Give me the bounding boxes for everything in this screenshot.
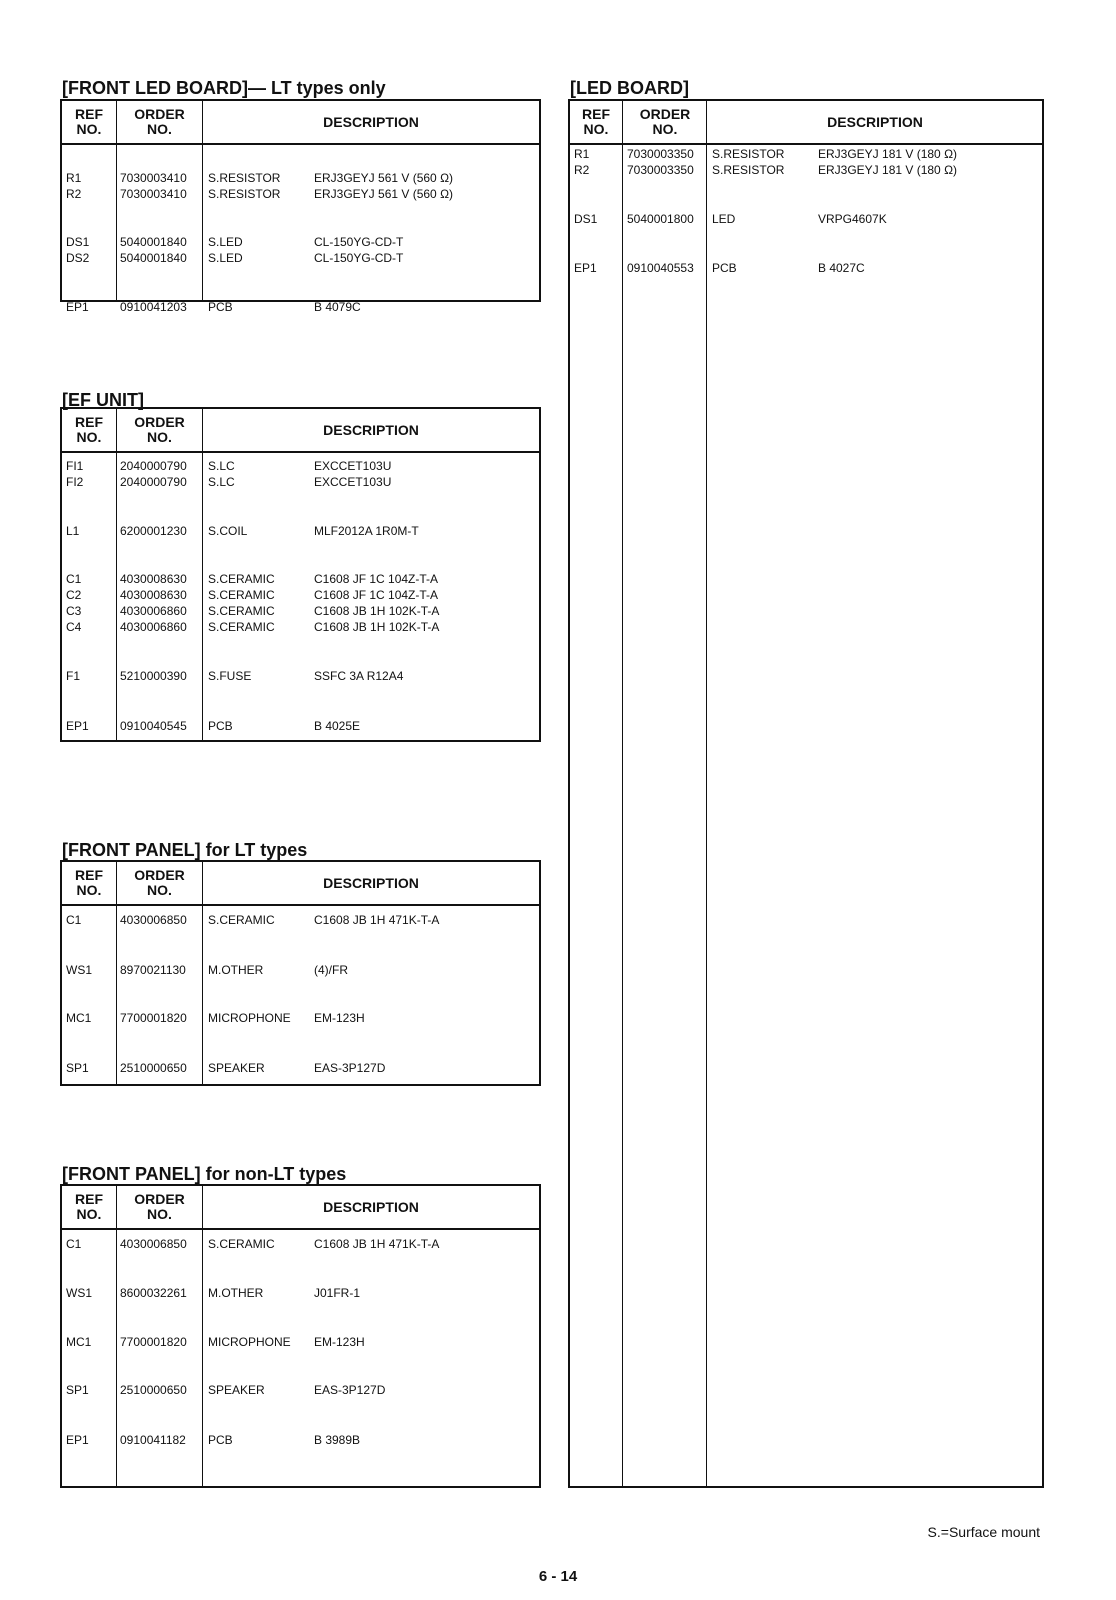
table-row: DS1 5040001800 LED VRPG4607K [574, 212, 887, 226]
table-row: EP1 0910041182 PCB B 3989B [66, 1433, 361, 1447]
table-row: MC1 7700001820 MICROPHONE EM-123H [66, 1335, 365, 1349]
table-row: FI1 2040000790 S.LC EXCCET103U [66, 459, 392, 473]
front-led-board-table [60, 99, 541, 314]
table-header [62, 409, 539, 453]
table-header [62, 862, 539, 906]
table-row: C1 4030008630 S.CERAMIC C1608 JF 1C 104Z-T-A [66, 572, 439, 586]
order-no-header: ORDER NO. [134, 867, 185, 898]
table-row: L1 6200001230 S.COIL MLF2012A 1R0M-T [66, 524, 419, 538]
table-row: FI2 2040000790 S.LC EXCCET103U [66, 475, 392, 489]
front-led-board-title: [FRONT LED BOARD]— LT types only [62, 78, 386, 98]
table-header [570, 101, 1042, 145]
table-row: C3 4030006860 S.CERAMIC C1608 JB 1H 102K-T-A [66, 604, 440, 618]
order-no-header: ORDER NO. [639, 106, 691, 137]
description-header: DESCRIPTION [323, 1198, 419, 1215]
description-header: DESCRIPTION [323, 421, 419, 438]
table-row: C2 4030008630 S.CERAMIC C1608 JF 1C 104Z-T-A [66, 588, 439, 602]
table-row: SP1 2510000650 SPEAKER EAS-3P127D [66, 1061, 386, 1075]
front-panel-non-lt-title: [FRONT PANEL] for non-LT types [62, 1164, 347, 1184]
table-row: MC1 7700001820 MICROPHONE EM-123H [66, 1011, 365, 1025]
ef-unit-table [60, 407, 541, 742]
led-board-title: [LED BOARD] [570, 78, 689, 98]
page-number: 6 - 14 [538, 1568, 578, 1585]
order-no-header: ORDER NO. [134, 1191, 185, 1222]
table-row: EP1 0910041203 PCB B 4079C [66, 300, 361, 314]
table-row: R2 7030003410 S.RESISTOR ERJ3GEYJ 561 V (560 Ω) [66, 187, 454, 201]
description-header: DESCRIPTION [827, 113, 923, 130]
table-row: C1 4030006850 S.CERAMIC C1608 JB 1H 471K-T-A [66, 1237, 440, 1251]
ef-unit-title: [EF UNIT] [62, 390, 144, 410]
table-row: WS1 8600032261 M.OTHER J01FR-1 [66, 1286, 361, 1300]
order-no-header: ORDER NO. [134, 106, 185, 137]
table-row: EP1 0910040545 PCB B 4025E [66, 719, 361, 733]
table-row: F1 5210000390 S.FUSE SSFC 3A R12A4 [66, 669, 404, 683]
ref-no-header: REF NO. [582, 106, 610, 137]
table-row: R1 7030003410 S.RESISTOR ERJ3GEYJ 561 V (560 Ω) [66, 171, 454, 185]
order-no-header: ORDER NO. [134, 414, 185, 445]
table-row: R1 7030003350 S.RESISTOR ERJ3GEYJ 181 V (180 Ω) [574, 147, 958, 161]
ref-no-header: REF NO. [75, 1191, 103, 1222]
ref-no-header: REF NO. [75, 414, 103, 445]
description-header: DESCRIPTION [323, 874, 419, 891]
table-header [62, 1186, 539, 1230]
led-board-table [568, 99, 1044, 1488]
ref-no-header: REF NO. [75, 106, 103, 137]
table-row: EP1 0910040553 PCB B 4027C [574, 261, 865, 275]
table-header [62, 101, 539, 145]
surface-mount-footnote: S.=Surface mount [927, 1524, 1040, 1540]
description-header: DESCRIPTION [323, 113, 419, 130]
front-panel-non-lt-table [60, 1184, 541, 1488]
table-row: DS2 5040001840 S.LED CL-150YG-CD-T [66, 251, 404, 265]
table-row: WS1 8970021130 M.OTHER (4)/FR [66, 963, 348, 977]
table-row: R2 7030003350 S.RESISTOR ERJ3GEYJ 181 V (180 Ω) [574, 163, 958, 177]
ref-no-header: REF NO. [75, 867, 103, 898]
front-panel-lt-table [60, 860, 541, 1086]
table-row: DS1 5040001840 S.LED CL-150YG-CD-T [66, 235, 404, 249]
table-row: C1 4030006850 S.CERAMIC C1608 JB 1H 471K-T-A [66, 913, 440, 927]
table-row: C4 4030006860 S.CERAMIC C1608 JB 1H 102K-T-A [66, 620, 440, 634]
table-row: SP1 2510000650 SPEAKER EAS-3P127D [66, 1383, 386, 1397]
front-panel-lt-title: [FRONT PANEL] for LT types [62, 840, 308, 860]
